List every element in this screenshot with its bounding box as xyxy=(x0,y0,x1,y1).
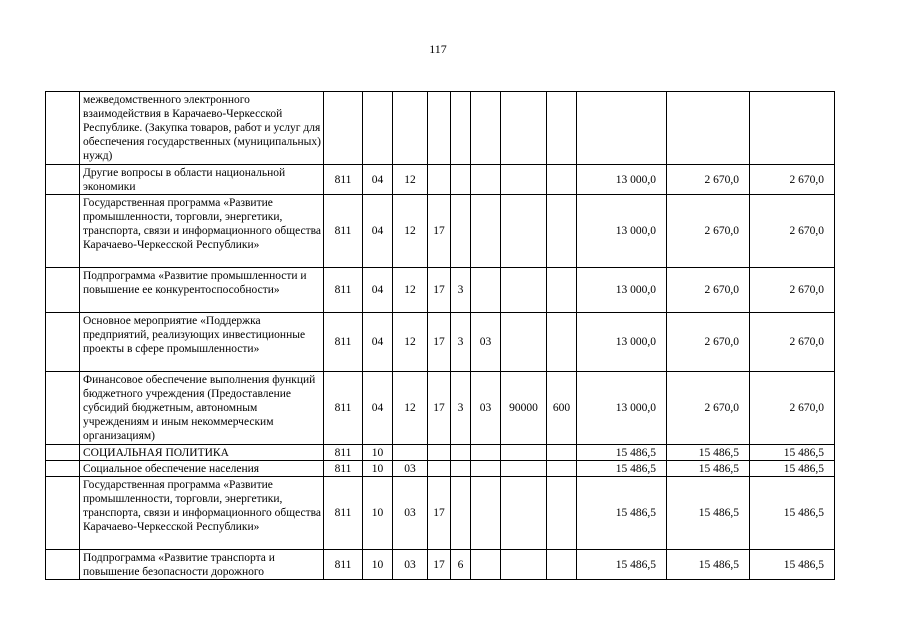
table-row xyxy=(46,313,835,372)
code-cell-c3: 03 xyxy=(393,461,428,477)
row-name: Основное мероприятие «Поддержка предприятий, реализующих инвестиционные проекты в сфере промышленности» xyxy=(80,313,324,372)
code-cell-c6: 03 xyxy=(471,372,501,445)
code-cell-c3 xyxy=(393,92,428,165)
table-row xyxy=(46,445,835,461)
index-cell xyxy=(46,268,80,313)
amount-cell-v3: 2 670,0 xyxy=(750,165,835,195)
row-name: Социальное обеспечение населения xyxy=(80,461,324,477)
row-name: Подпрограмма «Развитие промышленности и повышение ее конкурентоспособности» xyxy=(80,268,324,313)
amount-cell-v2: 15 486,5 xyxy=(667,550,750,580)
code-cell-c5 xyxy=(451,461,471,477)
code-cell-c6 xyxy=(471,195,501,268)
index-cell xyxy=(46,550,80,580)
code-cell-c5 xyxy=(451,92,471,165)
code-cell-c2 xyxy=(363,92,393,165)
amount-cell-v1: 13 000,0 xyxy=(577,313,667,372)
index-cell xyxy=(46,461,80,477)
budget-table xyxy=(45,91,835,580)
table-row xyxy=(46,477,835,550)
table-row xyxy=(46,461,835,477)
amount-cell-v3 xyxy=(750,92,835,165)
amount-cell-v3: 15 486,5 xyxy=(750,477,835,550)
code-cell-c3: 12 xyxy=(393,313,428,372)
code-cell-c8: 600 xyxy=(547,372,577,445)
amount-cell-v1: 13 000,0 xyxy=(577,165,667,195)
code-cell-c1: 811 xyxy=(324,477,363,550)
row-name: Финансовое обеспечение выполнения функций бюджетного учреждения (Предоставление субсидий бюджетным, автономным учреждениям и иным некоммерческим организациям) xyxy=(80,372,324,445)
page-number: 117 xyxy=(429,42,447,56)
amount-cell-v3: 2 670,0 xyxy=(750,372,835,445)
amount-cell-v1: 15 486,5 xyxy=(577,445,667,461)
code-cell-c2: 04 xyxy=(363,313,393,372)
code-cell-c2: 10 xyxy=(363,477,393,550)
code-cell-c1: 811 xyxy=(324,165,363,195)
code-cell-c5 xyxy=(451,195,471,268)
code-cell-c3: 12 xyxy=(393,165,428,195)
code-cell-c3: 03 xyxy=(393,550,428,580)
code-cell-c1 xyxy=(324,92,363,165)
code-cell-c5 xyxy=(451,165,471,195)
code-cell-c1: 811 xyxy=(324,461,363,477)
code-cell-c6: 03 xyxy=(471,313,501,372)
code-cell-c8 xyxy=(547,313,577,372)
row-name: Подпрограмма «Развитие транспорта и повышение безопасности дорожного xyxy=(80,550,324,580)
code-cell-c8 xyxy=(547,165,577,195)
amount-cell-v2: 2 670,0 xyxy=(667,313,750,372)
table-row xyxy=(46,550,835,580)
code-cell-c1: 811 xyxy=(324,313,363,372)
code-cell-c2: 04 xyxy=(363,195,393,268)
index-cell xyxy=(46,372,80,445)
amount-cell-v1: 15 486,5 xyxy=(577,461,667,477)
code-cell-c4: 17 xyxy=(428,477,451,550)
code-cell-c4: 17 xyxy=(428,550,451,580)
code-cell-c7: 90000 xyxy=(501,372,547,445)
amount-cell-v2: 15 486,5 xyxy=(667,445,750,461)
index-cell xyxy=(46,165,80,195)
amount-cell-v2 xyxy=(667,92,750,165)
code-cell-c2: 10 xyxy=(363,445,393,461)
amount-cell-v1: 13 000,0 xyxy=(577,195,667,268)
table-row xyxy=(46,372,835,445)
amount-cell-v2: 15 486,5 xyxy=(667,461,750,477)
row-name: межведомственного электронного взаимодействия в Карачаево-Черкесской Республике. (Закупка товаров, работ и услуг для обеспечения государственных (муниципальных) нужд) xyxy=(80,92,324,165)
amount-cell-v3: 2 670,0 xyxy=(750,195,835,268)
code-cell-c8 xyxy=(547,195,577,268)
code-cell-c8 xyxy=(547,92,577,165)
amount-cell-v2: 2 670,0 xyxy=(667,195,750,268)
code-cell-c4: 17 xyxy=(428,372,451,445)
code-cell-c3 xyxy=(393,445,428,461)
code-cell-c1: 811 xyxy=(324,195,363,268)
row-name: Государственная программа «Развитие промышленности, торговли, энергетики, транспорта, связи и информационного общества Карачаево-Черкесской Республики» xyxy=(80,195,324,268)
code-cell-c2: 10 xyxy=(363,550,393,580)
code-cell-c3: 12 xyxy=(393,268,428,313)
code-cell-c7 xyxy=(501,461,547,477)
index-cell xyxy=(46,477,80,550)
index-cell xyxy=(46,195,80,268)
code-cell-c4 xyxy=(428,165,451,195)
code-cell-c6 xyxy=(471,165,501,195)
amount-cell-v3: 2 670,0 xyxy=(750,313,835,372)
code-cell-c6 xyxy=(471,445,501,461)
code-cell-c8 xyxy=(547,461,577,477)
code-cell-c4 xyxy=(428,92,451,165)
code-cell-c8 xyxy=(547,268,577,313)
index-cell xyxy=(46,445,80,461)
amount-cell-v2: 15 486,5 xyxy=(667,477,750,550)
code-cell-c6 xyxy=(471,550,501,580)
amount-cell-v2: 2 670,0 xyxy=(667,372,750,445)
code-cell-c2: 10 xyxy=(363,461,393,477)
code-cell-c3: 12 xyxy=(393,195,428,268)
table-row xyxy=(46,268,835,313)
code-cell-c2: 04 xyxy=(363,268,393,313)
code-cell-c3: 03 xyxy=(393,477,428,550)
amount-cell-v3: 15 486,5 xyxy=(750,550,835,580)
amount-cell-v1: 13 000,0 xyxy=(577,268,667,313)
amount-cell-v1 xyxy=(577,92,667,165)
code-cell-c4 xyxy=(428,461,451,477)
code-cell-c5: 3 xyxy=(451,313,471,372)
amount-cell-v2: 2 670,0 xyxy=(667,268,750,313)
table-row xyxy=(46,92,835,165)
code-cell-c7 xyxy=(501,445,547,461)
code-cell-c4 xyxy=(428,445,451,461)
table-row xyxy=(46,165,835,195)
code-cell-c6 xyxy=(471,477,501,550)
amount-cell-v1: 15 486,5 xyxy=(577,477,667,550)
table-row xyxy=(46,195,835,268)
code-cell-c4: 17 xyxy=(428,268,451,313)
amount-cell-v1: 15 486,5 xyxy=(577,550,667,580)
code-cell-c5: 3 xyxy=(451,268,471,313)
code-cell-c5 xyxy=(451,445,471,461)
code-cell-c8 xyxy=(547,477,577,550)
code-cell-c7 xyxy=(501,92,547,165)
code-cell-c6 xyxy=(471,92,501,165)
code-cell-c2: 04 xyxy=(363,372,393,445)
code-cell-c7 xyxy=(501,195,547,268)
amount-cell-v2: 2 670,0 xyxy=(667,165,750,195)
code-cell-c7 xyxy=(501,165,547,195)
code-cell-c1: 811 xyxy=(324,445,363,461)
code-cell-c7 xyxy=(501,477,547,550)
code-cell-c1: 811 xyxy=(324,550,363,580)
amount-cell-v3: 2 670,0 xyxy=(750,268,835,313)
row-name: СОЦИАЛЬНАЯ ПОЛИТИКА xyxy=(80,445,324,461)
code-cell-c8 xyxy=(547,550,577,580)
index-cell xyxy=(46,92,80,165)
code-cell-c4: 17 xyxy=(428,195,451,268)
code-cell-c5: 6 xyxy=(451,550,471,580)
index-cell xyxy=(46,313,80,372)
code-cell-c2: 04 xyxy=(363,165,393,195)
code-cell-c1: 811 xyxy=(324,268,363,313)
code-cell-c6 xyxy=(471,268,501,313)
code-cell-c4: 17 xyxy=(428,313,451,372)
code-cell-c1: 811 xyxy=(324,372,363,445)
code-cell-c6 xyxy=(471,461,501,477)
code-cell-c5: 3 xyxy=(451,372,471,445)
code-cell-c3: 12 xyxy=(393,372,428,445)
code-cell-c5 xyxy=(451,477,471,550)
row-name: Другие вопросы в области национальной экономики xyxy=(80,165,324,195)
code-cell-c7 xyxy=(501,268,547,313)
code-cell-c8 xyxy=(547,445,577,461)
row-name: Государственная программа «Развитие промышленности, торговли, энергетики, транспорта, связи и информационного общества Карачаево-Черкесской Республики» xyxy=(80,477,324,550)
amount-cell-v3: 15 486,5 xyxy=(750,445,835,461)
code-cell-c7 xyxy=(501,550,547,580)
amount-cell-v3: 15 486,5 xyxy=(750,461,835,477)
amount-cell-v1: 13 000,0 xyxy=(577,372,667,445)
code-cell-c7 xyxy=(501,313,547,372)
